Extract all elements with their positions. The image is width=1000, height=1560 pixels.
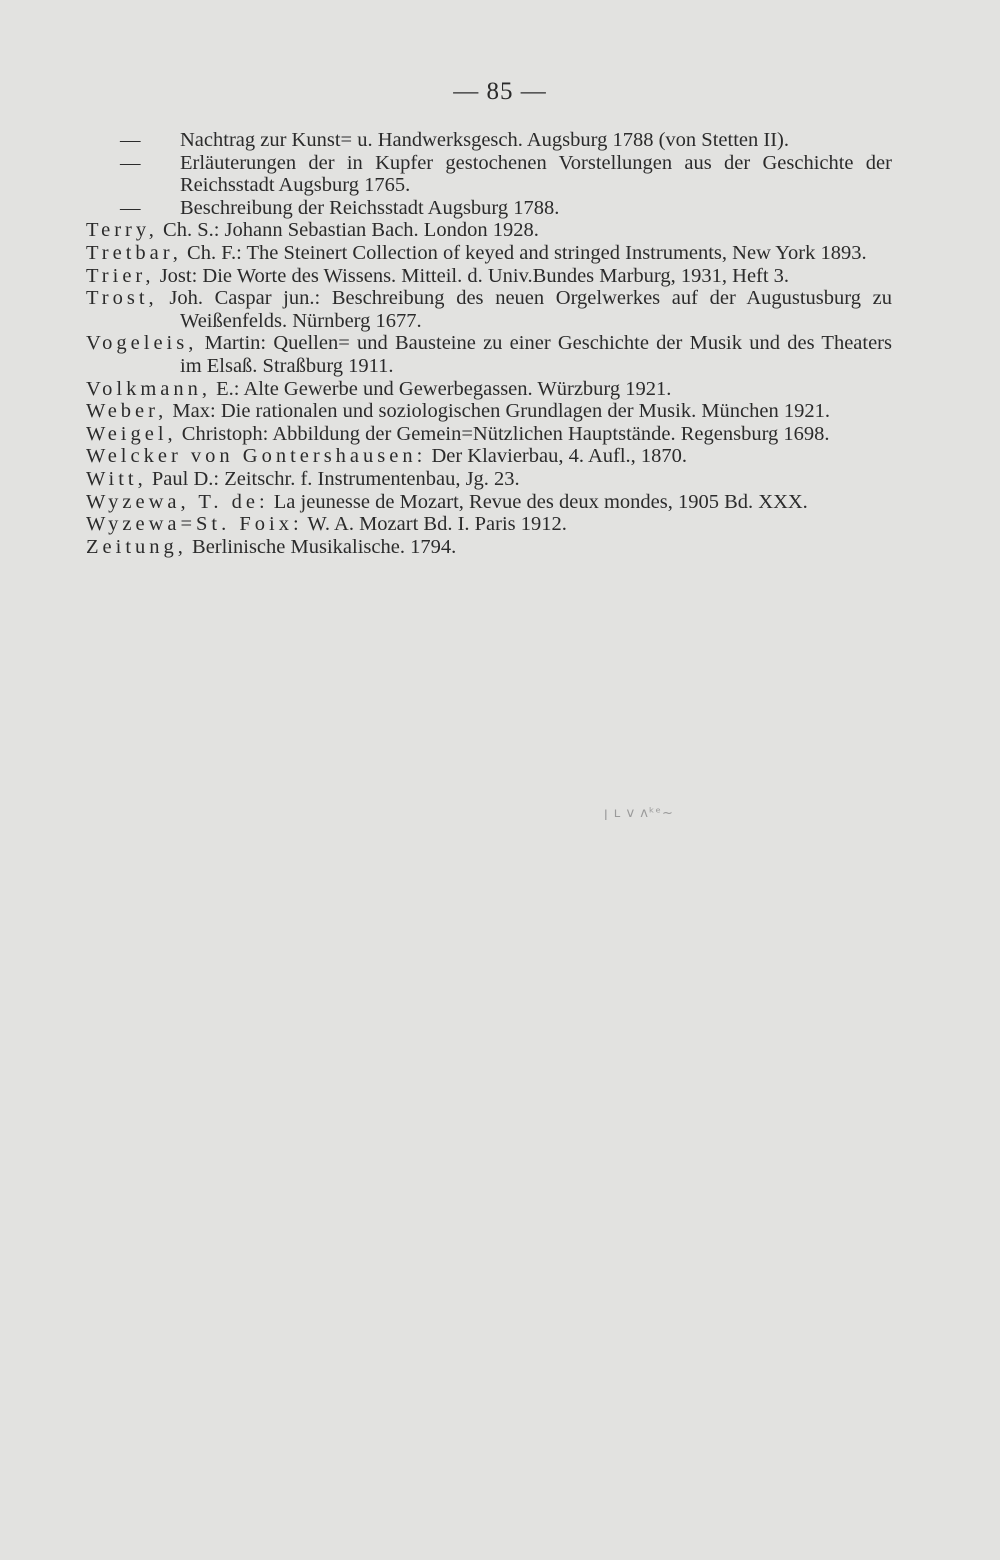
- bibliography-entry: [86, 536, 892, 559]
- entry-author: Trier,: [86, 264, 155, 287]
- entry-author: Wyzewa=St. Foix:: [86, 513, 303, 536]
- entry-text: Beschreibung der Reichsstadt Augsburg 1788.: [180, 196, 560, 219]
- entry-text: Jost: Die Worte des Wissens. Mitteil. d. Univ.Bundes Marburg, 1931, Heft 3.: [154, 264, 790, 287]
- entry-author: Volkmann,: [86, 377, 212, 400]
- entry-author: Trost,: [86, 287, 158, 310]
- bibliography-list: [86, 129, 892, 558]
- entry-text: La jeunesse de Mozart, Revue des deux mondes, 1905 Bd. XXX.: [268, 490, 808, 513]
- entry-author: Weber,: [86, 400, 168, 423]
- entry-author: Wyzewa, T. de:: [86, 490, 269, 513]
- entry-text: Martin: Quellen= und Bausteine zu einer Geschichte der Musik und des Theaters im Elsaß. Straßburg 1911.: [180, 332, 892, 377]
- entry-author: Zeitung,: [86, 535, 187, 558]
- bibliography-entry: [86, 219, 892, 242]
- entry-text: Erläuterungen der in Kupfer gestochenen Vorstellungen aus der Geschichte der Reichsstadt Augsburg 1765.: [180, 151, 892, 197]
- bibliography-entry: [86, 423, 892, 446]
- entry-text: Ch. S.: Johann Sebastian Bach. London 1928.: [157, 219, 539, 242]
- entry-text: Joh. Caspar jun.: Beschreibung des neuen Orgelwerkes auf der Augustusburg zu Weißenfelds. Nürnberg 1677.: [157, 287, 892, 332]
- dash-mark: —: [120, 151, 141, 174]
- bibliography-entry: [86, 513, 892, 536]
- entry-text: E.: Alte Gewerbe und Gewerbegassen. Würzburg 1921.: [211, 377, 672, 400]
- bibliography-entry: [86, 491, 892, 514]
- entry-author: Weigel,: [86, 422, 177, 445]
- bibliography-entry: [86, 468, 892, 491]
- bibliography-entry: [86, 242, 892, 265]
- pencil-annotation: ꞁ ʟ ᴠ ᴧᵏᵉ~: [604, 806, 674, 821]
- entry-text: Paul D.: Zeitschr. f. Instrumentenbau, Jg. 23.: [146, 467, 520, 490]
- bibliography-entry: [86, 152, 892, 197]
- bibliography-entry: [86, 197, 892, 220]
- bibliography-entry: [86, 129, 892, 152]
- entry-text: Christoph: Abbildung der Gemein=Nützlichen Hauptstände. Regensburg 1698.: [176, 422, 830, 445]
- bibliography-entry: [86, 445, 892, 468]
- entry-text: Max: Die rationalen und soziologischen Grundlagen der Musik. München 1921.: [167, 400, 830, 423]
- dash-mark: —: [120, 196, 141, 219]
- bibliography-entry: [86, 287, 892, 332]
- entry-text: Ch. F.: The Steinert Collection of keyed and stringed Instruments, New York 1893.: [181, 241, 867, 264]
- entry-author: Welcker von Gontershausen:: [86, 445, 427, 468]
- page-number: — 85 —: [453, 78, 547, 105]
- entry-author: Witt,: [86, 467, 147, 490]
- bibliography-entry: [86, 378, 892, 401]
- entry-author: Tretbar,: [86, 241, 182, 264]
- bibliography-entry: [86, 265, 892, 288]
- bibliography-entry: [86, 400, 892, 423]
- entry-text: Der Klavierbau, 4. Aufl., 1870.: [426, 445, 688, 468]
- entry-author: Vogeleis,: [86, 332, 198, 355]
- bibliography-entry: [86, 332, 892, 377]
- entry-text: Berlinische Musikalische. 1794.: [186, 535, 457, 558]
- entry-text: Nachtrag zur Kunst= u. Handwerksgesch. Augsburg 1788 (von Stetten II).: [180, 129, 789, 151]
- entry-author: Terry,: [86, 219, 158, 242]
- dash-mark: —: [120, 129, 141, 151]
- entry-text: W. A. Mozart Bd. I. Paris 1912.: [302, 513, 567, 536]
